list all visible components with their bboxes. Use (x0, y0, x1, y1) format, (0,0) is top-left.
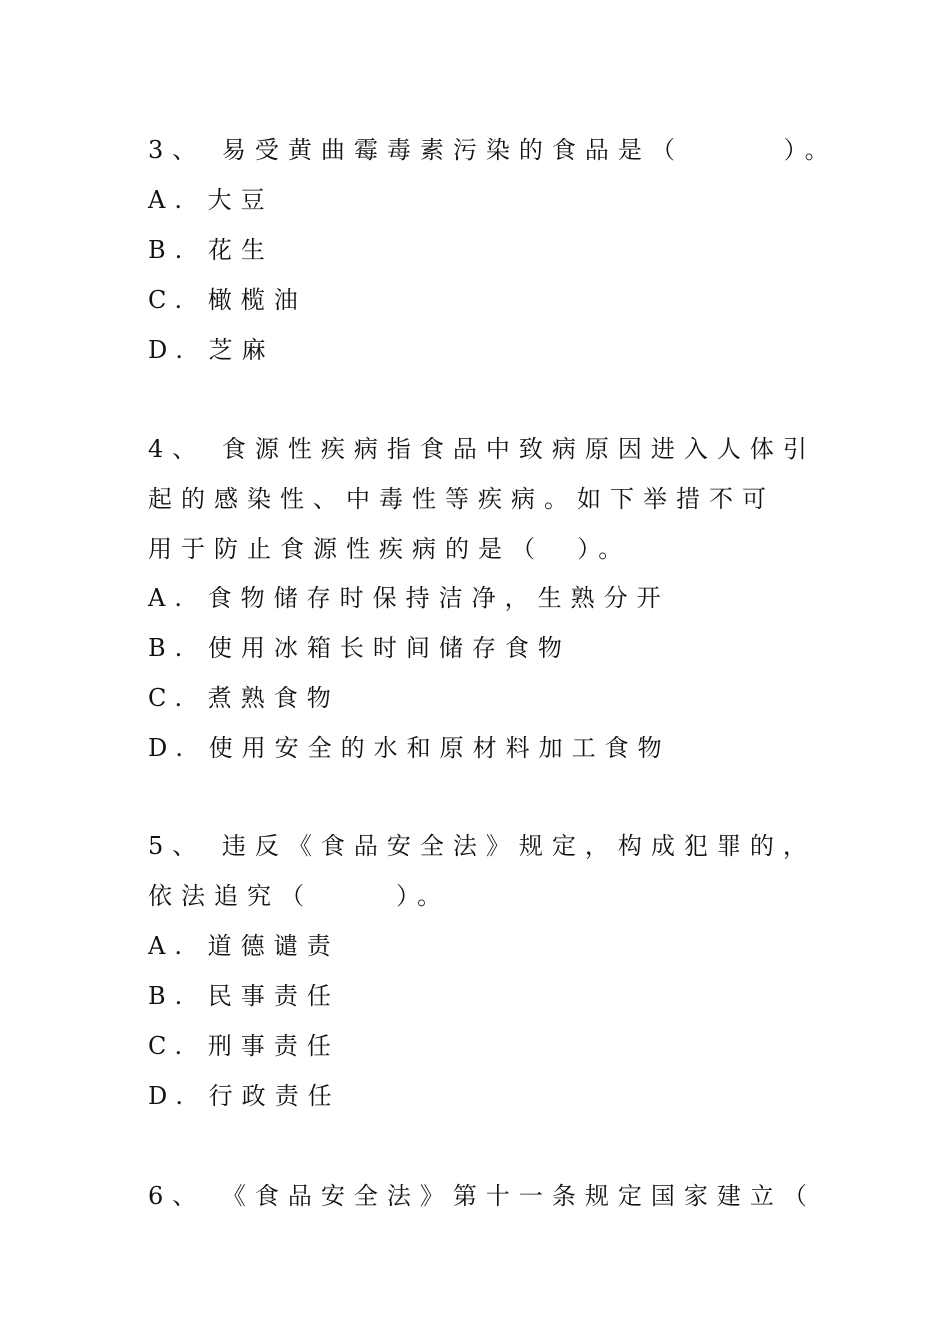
question-4-option-b: B. 使用冰箱长时间储存食物 (148, 634, 571, 662)
question-5-option-b: B. 民事责任 (148, 982, 340, 1010)
question-5-option-d: D. 行政责任 (148, 1082, 341, 1110)
question-5-stem-line-1: 5、 违反《食品安全法》规定，构成犯罪的， (148, 832, 816, 860)
question-5-option-a: A. 道德谴责 (148, 932, 340, 960)
question-5-option-c: C. 刑事责任 (148, 1032, 340, 1060)
question-4-stem-line-3: 用于防止食源性疾病的是（ ）。 (148, 535, 632, 563)
question-4-option-c: C. 煮熟食物 (148, 684, 340, 712)
question-4-stem-line-1: 4、 食源性疾病指食品中致病原因进入人体引 (148, 435, 816, 463)
question-4-option-a: A. 食物储存时保持洁净，生熟分开 (148, 584, 670, 612)
question-3-option-d: D. 芝麻 (148, 336, 275, 364)
question-3-option-b: B. 花生 (148, 236, 274, 264)
question-4-option-d: D. 使用安全的水和原材料加工食物 (148, 734, 671, 762)
question-3-option-c: C. 橄榄油 (148, 286, 307, 314)
question-3-stem: 3、 易受黄曲霉毒素污染的食品是（ ）。 (148, 136, 838, 164)
question-3-option-a: A. 大豆 (148, 186, 274, 214)
question-4-stem-line-2: 起的感染性、中毒性等疾病。如下举措不可 (148, 485, 775, 513)
question-6-stem-line-1: 6、 《食品安全法》第十一条规定国家建立（ (148, 1182, 816, 1210)
question-5-stem-line-2: 依法追究（ ）。 (148, 882, 451, 910)
